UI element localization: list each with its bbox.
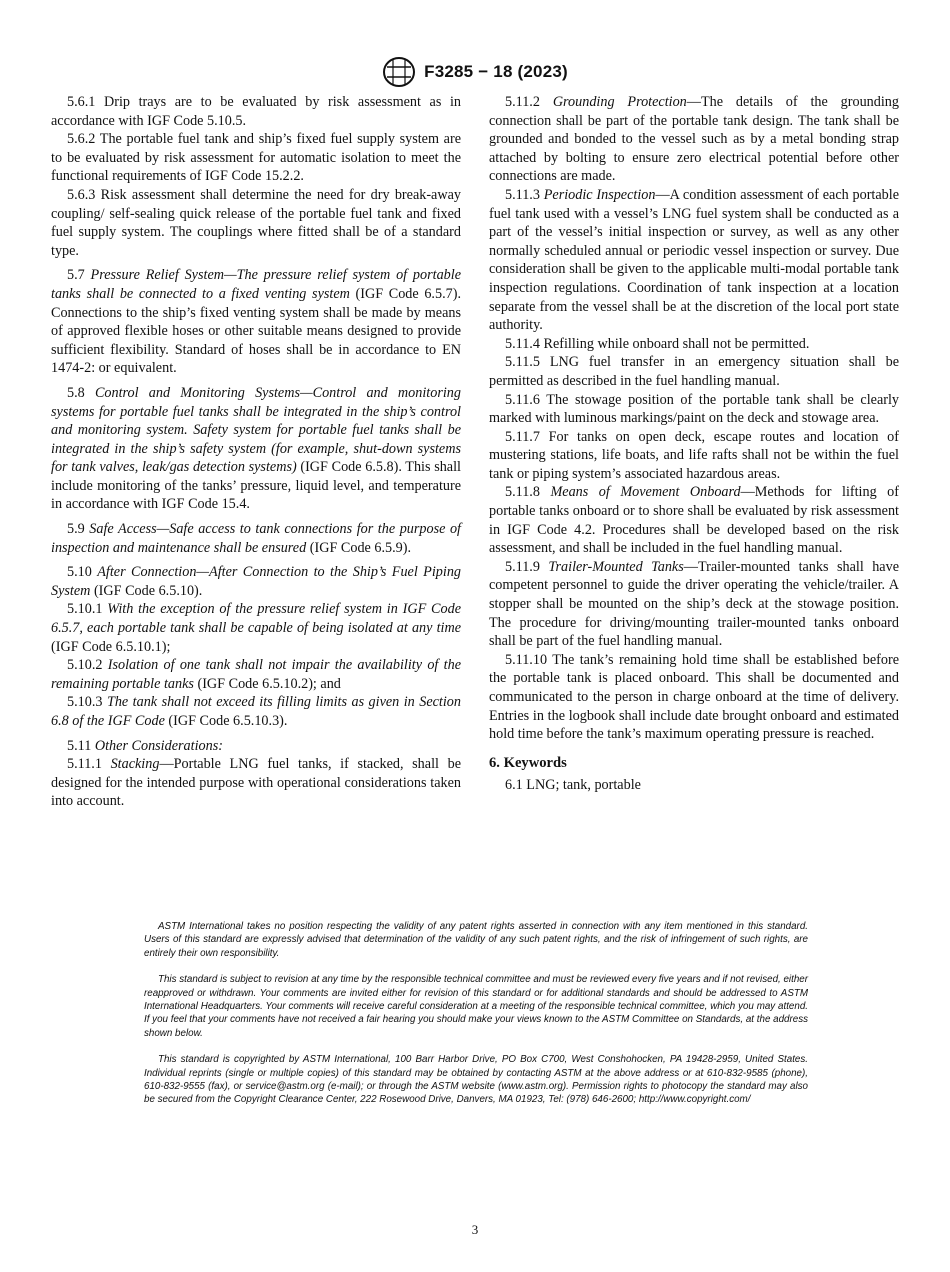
paragraph-5-9 (51, 520, 461, 557)
paragraph-5-6-2 (51, 130, 461, 186)
paragraph-5-10-3 (51, 693, 461, 730)
text-run: 5.11.4 Refilling while onboard shall not be permitted. (505, 335, 810, 352)
text-run: —The details of the grounding connection shall be part of the portable tank design. The tank shall be grounded and bonded to the vessel such as by a metal bonding strap attached by bolting to ensure zero electrical potential before other connections are made. (489, 94, 899, 185)
paragraph-5-8 (51, 384, 461, 514)
text-run: 6.1 LNG; tank, portable (505, 777, 641, 794)
paragraph-5-11-4 (489, 335, 899, 354)
text-run: 5.11.3 (505, 186, 544, 203)
text-run: Means of Movement Onboard (550, 484, 741, 501)
paragraph-5-11-10 (489, 651, 899, 744)
text-run: Grounding Protection (552, 94, 687, 110)
text-run: Control and Monitoring Systems—Control and monitoring systems for portable fuel tanks shall be integrated in the ship’s control and monitoring system. Safety system for portable fuel tanks shall be integrated in the ship’s safety system (for example, shut-down systems for tank valves, leak/gas detection systems) (51, 384, 461, 476)
text-run: 5.10.3 (67, 694, 107, 711)
text-run: Isolation of one tank shall not impair the availability of the remaining portable tanks (51, 657, 461, 692)
paragraph-6-1 (489, 776, 899, 795)
text-run: 5.11.8 (505, 484, 551, 501)
paragraph-5-6-3 (51, 186, 461, 260)
legal-notices (144, 920, 808, 1120)
paragraph-5-10-2 (51, 656, 461, 693)
left-column (51, 93, 461, 811)
text-run: Pressure Relief System—The pressure relief system of portable tanks shall be connected to a fixed venting system (51, 267, 461, 302)
text-run: 5.11.6 The stowage position of the portable tank shall be clearly marked with luminous markings/paint on the deck and stowage area. (489, 391, 899, 427)
text-run: 5.11.7 For tanks on open deck, escape routes and location of mustering stations, life boats, and life rafts shall not be within the fuel tank or piping system’s associated hazardous areas. (489, 428, 899, 482)
paragraph-5-10-1 (51, 600, 461, 656)
paragraph-5-11-7 (489, 428, 899, 484)
paragraph-5-11-8 (489, 483, 899, 557)
text-run: (IGF Code 6.5.7). Connections to the ship’s fixed venting system shall be made by means of approved flexible hoses or other suitable means designed to provide sufficient flexibility. Standard of hoses shall be in accordance to EN 1474-2: or equivalent. (51, 285, 461, 377)
text-run: 5.11.10 The tank’s remaining hold time shall be established before the portable tank is placed onboard. This shall be documented and communicated to the person in charge onboard at the time of delivery. Entries in the logbook shall include date brought onboard and estimated hold time before the tank’s maximum operating pressure is reached. (489, 651, 899, 743)
text-run: 5.10.1 (67, 601, 108, 618)
text-run: Safe Access—Safe access to tank connections for the purpose of inspection and maintenance shall be ensured (51, 521, 461, 556)
text-run: With the exception of the pressure relief system in IGF Code 6.5.7, each portable tank shall be capable of being isolated at any time (51, 601, 461, 637)
paragraph-5-6-1 (51, 93, 461, 130)
paragraph-5-11-1 (51, 755, 461, 811)
text-run: After Connection—After Connection to the Ship’s Fuel Piping System (51, 564, 462, 599)
paragraph-5-11-2 (489, 93, 899, 186)
paragraph-5-11-9 (489, 558, 899, 651)
page-number: 3 (471, 1222, 479, 1237)
text-run: 5.11.5 LNG fuel transfer in an emergency situation shall be permitted as described in the fuel handling manual. (489, 354, 899, 389)
text-run: —A condition assessment of each portable fuel tank used with a vessel’s LNG fuel system shall be conducted as a part of the vessel’s initial inspection or survey, as well as any other normally scheduled annual or periodic vessel inspection or survey. Due consideration shall be given to the applicable multi-modal portable tank inspection regulations. Coordination of tank inspection at a location separate from the vessel shall be at the discretion of the local port state authority. (489, 186, 899, 334)
document-designation: F3285 − 18 (2023) (424, 62, 568, 81)
text-run: 5.8 (67, 384, 95, 401)
text-run: Stacking (110, 756, 160, 773)
text-run: 5.11.1 (67, 756, 111, 773)
text-run: (IGF Code 6.5.8). This shall include monitoring of the tanks’ pressure, liquid level, and temperature in accordance with IGF Code 15.4. (51, 459, 461, 513)
copyright-notice: This standard is copyrighted by ASTM International, 100 Barr Harbor Drive, PO Box C700, West Conshohocken, PA 19428-2959, United States. Individual reprints (single or multiple copies) of this standard may be obtained by contacting ASTM at the above address or at 610-832-9585 (phone), 610-832-9555 (fax), or service@astm.org (e-mail); or through the ASTM website (www.astm.org). Permission rights to photocopy the standard may also be secured from the Copyright Clearance Center, 222 Rosewood Drive, Danvers, MA 01923, Tel: (978) 646-2600; http://www.copyright.com/ (144, 1054, 808, 1106)
text-run: (IGF Code 6.5.10). (90, 582, 203, 599)
text-run: (IGF Code 6.5.10.3). (164, 713, 288, 729)
text-run: 5.9 (67, 521, 90, 538)
text-run: 5.11.9 (505, 558, 549, 575)
section-heading (489, 754, 899, 773)
text-run: 5.6.2 The portable fuel tank and ship’s fixed fuel supply system are to be evaluated by risk assessment for automatic isolation to meet the functional requirements of IGF Code 15.2.2. (51, 131, 461, 185)
paragraph-5-11-5 (489, 353, 899, 390)
text-run: 6. Keywords (489, 754, 567, 771)
text-run: Other Considerations: (94, 737, 223, 754)
text-run: —Trailer-mounted tanks shall have competent personnel to guide the driver operating the vehicle/trailer. A stopper shall be mounted on the ship’s deck at the stowage position. The procedure for driving/mounting trailer-mounted tanks onboard shall be part of the fuel handling manual. (489, 558, 899, 650)
paragraph-5-11-3 (489, 186, 899, 335)
paragraph-5-11 (51, 737, 461, 756)
text-run: Periodic Inspection (543, 186, 656, 203)
text-run: (IGF Code 6.5.10.1); (51, 638, 171, 655)
text-run: Trailer-Mounted Tanks (548, 558, 684, 575)
text-run: —Methods for lifting of portable tanks onboard or to shore shall be evaluated by risk assessment in IGF Code 4.2. Procedures shall be developed based on the risk assessment, and shall be included in the fuel handling manual. (489, 484, 899, 557)
right-column (489, 93, 899, 795)
text-run: 5.10.2 (67, 657, 108, 674)
astm-logo-icon (382, 56, 416, 88)
text-run: 5.11 (67, 737, 95, 754)
text-run: (IGF Code 6.5.10.2); and (193, 675, 341, 692)
paragraph-5-10 (51, 563, 461, 600)
text-run: 5.10 (67, 564, 98, 581)
text-run: 5.11.2 (505, 94, 553, 110)
patent-notice: ASTM International takes no position respecting the validity of any patent rights asserted in connection with any item mentioned in this standard. Users of this standard are expressly advised that determination of the validity of any such patent rights, and the risk of infringement of such rights, are entirely their own responsibility. (144, 921, 808, 959)
paragraph-5-7 (51, 266, 461, 378)
text-run: 5.6.1 Drip trays are to be evaluated by risk assessment as in accordance with IGF Code 5.10.5. (51, 94, 461, 129)
page-header (0, 56, 950, 88)
text-run: 5.6.3 Risk assessment shall determine the need for dry break-away coupling/ self-sealing quick release of the portable fuel tank and fixed fuel supply system. The couplings where fitted shall be of a standard type. (51, 186, 461, 259)
text-run: —Portable LNG fuel tanks, if stacked, shall be designed for the intended purpose with operational considerations taken into account. (51, 756, 461, 810)
paragraph-5-11-6 (489, 391, 899, 428)
text-run: 5.7 (67, 267, 91, 284)
revision-notice: This standard is subject to revision at any time by the responsible technical committee and must be reviewed every five years and if not revised, either reapproved or withdrawn. Your comments are invited either for revision of this standard or for additional standards and should be addressed to ASTM International Headquarters. Your comments will receive careful consideration at a meeting of the responsible technical committee, which you may attend. If you feel that your comments have not received a fair hearing you should make your views known to the ASTM Committee on Standards, at the address shown below. (144, 974, 808, 1039)
text-run: The tank shall not exceed its filling limits as given in Section 6.8 of the IGF Code (51, 694, 461, 729)
text-run: (IGF Code 6.5.9). (306, 539, 412, 556)
